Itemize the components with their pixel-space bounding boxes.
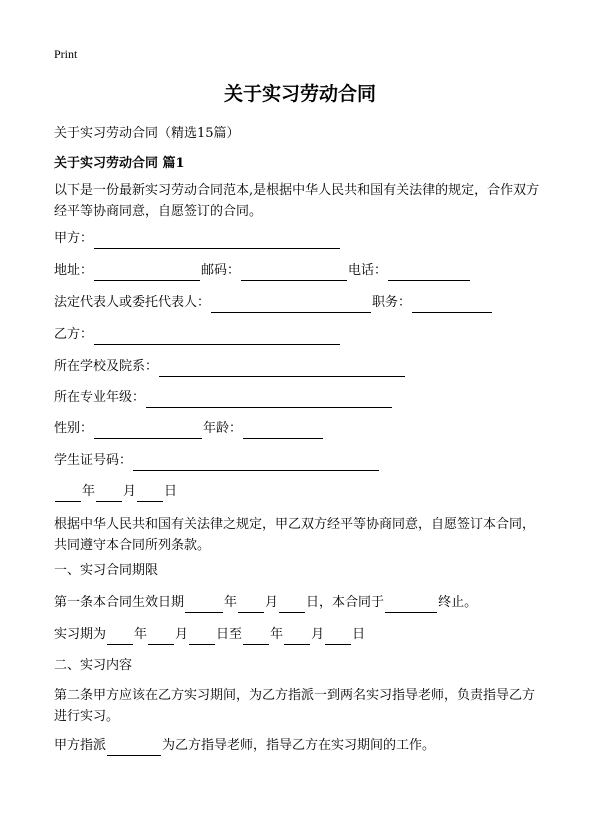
address-row <box>54 261 471 281</box>
party-a-row <box>54 229 341 249</box>
subtitle: 关于实习劳动合同（精选15篇） <box>54 126 240 141</box>
party-a-label: 甲方： <box>54 231 94 246</box>
period-end-day: 日 <box>352 627 366 642</box>
period-start-month: 月 <box>175 627 189 642</box>
party-b-label: 乙方： <box>54 327 94 342</box>
assign-blank <box>107 740 161 756</box>
gender-label: 性别： <box>54 421 94 436</box>
article-1-day-blank <box>279 597 305 613</box>
article-1-row <box>54 593 477 613</box>
age-label: 年龄： <box>203 421 243 436</box>
gender-blank <box>94 423 202 439</box>
student-id-label: 学生证号码： <box>54 453 133 468</box>
date-year-label: 年 <box>82 484 96 499</box>
period-label: 实习期为 <box>54 627 107 642</box>
age-blank <box>243 423 323 439</box>
section-heading: 关于实习劳动合同 篇1 <box>54 156 185 171</box>
article-1-month: 月 <box>265 595 279 610</box>
major-label: 所在专业年级： <box>54 390 146 405</box>
article-1-text-b: 日，本合同于 <box>306 595 385 610</box>
student-id-row <box>54 451 380 471</box>
major-blank <box>146 392 392 408</box>
article-1-year: 年 <box>224 595 238 610</box>
assign-text-a: 甲方指派 <box>54 738 107 753</box>
legal-rep-blank <box>211 297 371 313</box>
agreement-paragraph: 根据中华人民共和国有关法律之规定，甲乙双方经平等协商同意，自愿签订本合同，共同遵守本合同所列条款。 <box>54 517 536 553</box>
period-start-year-blank <box>107 629 133 645</box>
period-to: 日至 <box>216 627 243 642</box>
address-blank <box>94 265 200 281</box>
date-month-label: 月 <box>123 484 137 499</box>
period-end-year-blank <box>243 629 269 645</box>
date-year-blank <box>55 486 81 502</box>
section-2-heading <box>54 656 132 676</box>
article-1-end-blank <box>385 597 437 613</box>
postcode-blank <box>241 265 347 281</box>
party-b-row <box>54 325 341 345</box>
period-start-day-blank <box>189 629 215 645</box>
date-day-label: 日 <box>164 484 178 499</box>
postcode-label: 邮码： <box>201 263 241 278</box>
party-b-blank <box>94 329 340 345</box>
period-end-month: 月 <box>311 627 325 642</box>
party-a-blank <box>94 233 340 249</box>
gender-row <box>54 419 324 439</box>
date-row <box>54 482 177 502</box>
section-2-text: 二、实习内容 <box>54 658 133 673</box>
date-day-blank <box>137 486 163 502</box>
position-label: 职务： <box>372 295 412 310</box>
page-title: 关于实习劳动合同 <box>223 83 376 105</box>
article-2-paragraph: 第二条甲方应该在乙方实习期间，为乙方指派一到两名实习指导老师，负责指导乙方进行实习。 <box>54 688 536 724</box>
period-row <box>54 625 365 645</box>
print-link[interactable]: Print <box>54 47 78 61</box>
period-start-year: 年 <box>134 627 148 642</box>
school-row <box>54 357 406 377</box>
school-label: 所在学校及院系： <box>54 359 159 374</box>
position-blank <box>412 297 492 313</box>
period-start-month-blank <box>148 629 174 645</box>
address-label: 地址： <box>54 263 94 278</box>
phone-label: 电话： <box>348 263 388 278</box>
intro-paragraph: 以下是一份最新实习劳动合同范本,是根据中华人民共和国有关法律的规定，合作双方经平等协商同意，自愿签订的合同。 <box>54 183 540 219</box>
article-1-month-blank <box>238 597 264 613</box>
phone-blank <box>388 265 470 281</box>
assign-text-b: 为乙方指导老师，指导乙方在实习期间的工作。 <box>162 738 436 753</box>
section-1-text: 一、实习合同期限 <box>54 563 159 578</box>
student-id-blank <box>133 455 379 471</box>
section-1-heading <box>54 561 158 581</box>
period-end-month-blank <box>284 629 310 645</box>
school-blank <box>159 361 405 377</box>
article-1-text-a: 第一条本合同生效日期 <box>54 595 185 610</box>
major-row <box>54 388 393 408</box>
article-1-text-c: 终止。 <box>438 595 478 610</box>
period-end-year: 年 <box>270 627 284 642</box>
period-end-day-blank <box>325 629 351 645</box>
legal-rep-row <box>54 293 493 313</box>
article-1-year-blank <box>185 597 223 613</box>
legal-rep-label: 法定代表人或委托代表人： <box>54 295 211 310</box>
date-month-blank <box>96 486 122 502</box>
assign-row <box>54 736 435 756</box>
